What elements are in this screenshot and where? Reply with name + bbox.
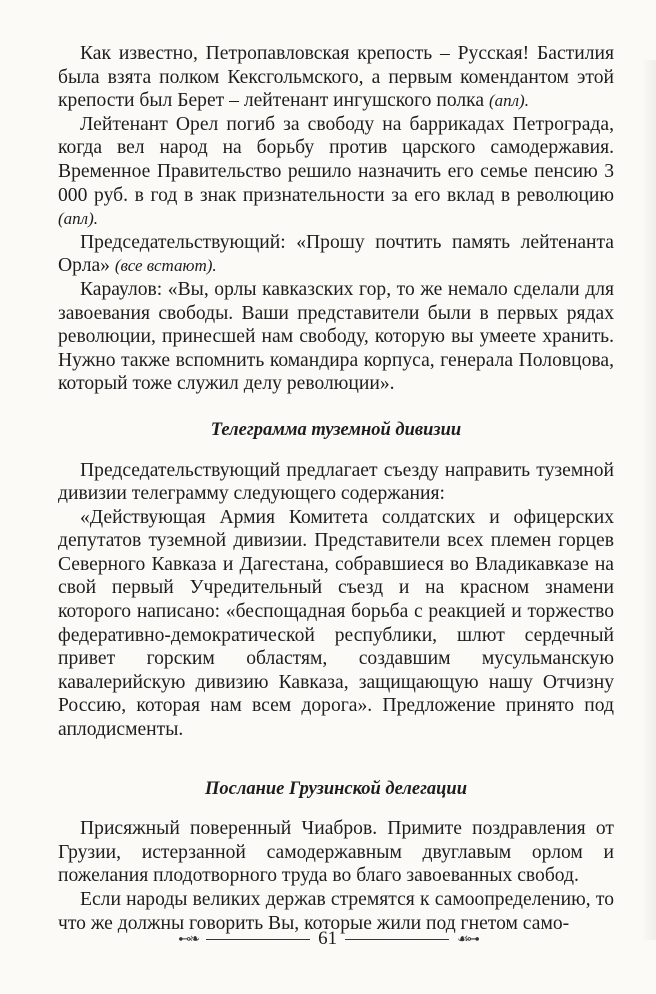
paragraph: Если народы великих держав стремятся к самоопределению, то что же должны говорить Вы, которые жили под гнетом само- xyxy=(58,889,614,934)
paragraph: Присяжный поверенный Чиабров. Примите поздравления от Грузии, истерзанной самодержавным двуглавым орлом и пожелания плодотворного труда во благо завоеванных свобод. xyxy=(58,818,614,887)
paragraph: Как известно, Петропавловская крепость – Русская! Бастилия была взята полком Кексгольмского, а первым комендантом этой крепости был Берет – лейтенант ингушского полка (апл). xyxy=(58,43,614,112)
page-footer xyxy=(0,928,656,950)
paragraph: Председательствующий: «Прошу почтить память лейтенанта Орла» (все встают). xyxy=(58,231,614,277)
ornament-icon: ⊷❧ xyxy=(178,931,199,946)
remark: (апл). xyxy=(488,91,529,111)
remark: (все встают). xyxy=(114,256,217,276)
page-number: 61 xyxy=(318,928,338,949)
paragraph: Председательствующий предлагает съезду направить туземной дивизии телеграмму следующего содержания: xyxy=(58,459,614,505)
section-heading: Телеграмма туземной дивизии xyxy=(210,419,462,440)
divider xyxy=(206,939,310,940)
ornament-icon: ☙⊶ xyxy=(457,931,478,946)
paragraph: «Действующая Армия Комитета солдатских и офицерских депутатов туземной дивизии. Представители всех племен горцев Северного Кавказа и Дагестана, собравшиеся во Владикавказе на свой первый Учредительный съезд и на красном знамени которого написано: «беспощадная борьба с реакцией и торжество федеративно-демократической республики, шлют сердечный привет горским областям, создавшим мусульманскую кавалерийскую дивизию Кавказа, защищающую нашу Отчизну Россию, которая нам всем дорога». Предложение принято под аплодисменты. xyxy=(58,506,614,741)
page-edge-shadow xyxy=(642,60,656,940)
page-body xyxy=(58,42,614,935)
section-heading: Послание Грузинской делегации xyxy=(204,778,468,799)
paragraph: Лейтенант Орел погиб за свободу на баррикадах Петрограда, когда вел народ на борьбу против царского самодержавия. Временное Правительство решило назначить его семье пенсию 3 000 руб. в год в знак признательности за его вклад в революцию (апл). xyxy=(58,113,614,229)
paragraph: Караулов: «Вы, орлы кавказских гор, то же немало сделали для завоевания свободы. Ваши представители были в первых рядах революции, принесшей нам свободу, которую вы умеете хранить. Нужно также вспомнить командира корпуса, генерала Половцова, который тоже служил делу революции». xyxy=(58,278,614,395)
remark: (апл). xyxy=(58,209,98,229)
divider xyxy=(345,939,449,940)
